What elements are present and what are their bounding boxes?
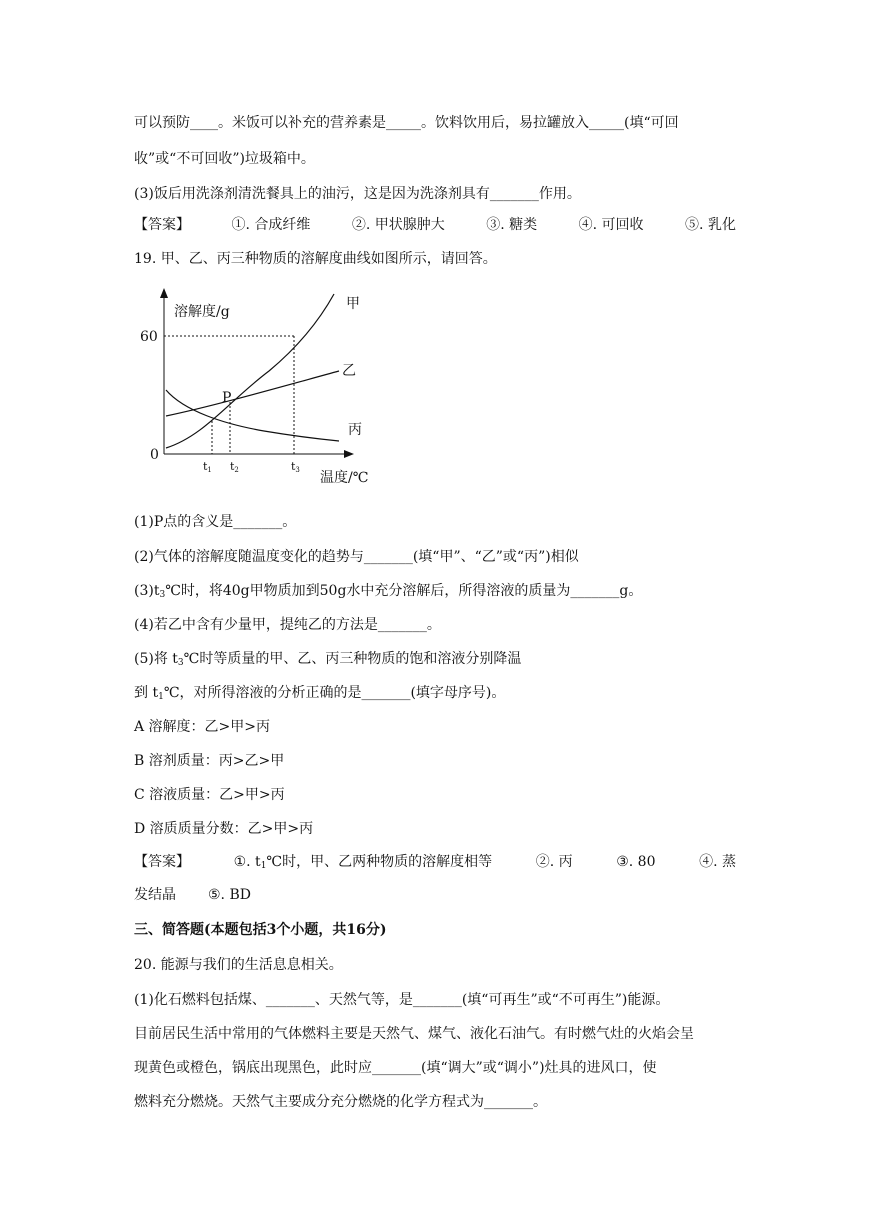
answer-item: ②. 甲状腺肿大: [351, 217, 445, 233]
paragraph-line: 现黄色或橙色，锅底出现黑色，此时应_______(填“调大”或“调小”)灶具的进风口，使: [134, 1060, 657, 1076]
answer-item: ⑤. 乳化: [685, 217, 736, 233]
series-label-jia: 甲: [346, 296, 360, 312]
answer-label: 【答案】: [134, 217, 190, 233]
text-line: 可以预防____。米饭可以补充的营养素是_____。饮料饮用后，易拉罐放入_____(填“可回: [134, 115, 679, 131]
curve-bing: [166, 390, 339, 441]
option-c: C 溶液质量：乙>甲>丙: [134, 787, 285, 803]
question-20: 20. 能源与我们的生活息息相关。: [134, 957, 343, 973]
option-d: D 溶质质量分数：乙>甲>丙: [134, 821, 314, 837]
text-part: ℃时，将40g甲物质加到50g水中充分溶解后，所得溶液的质量为_______g。: [165, 583, 643, 599]
sub-question-1: (1)P点的含义是_______。: [134, 514, 297, 530]
y-axis-label: 溶解度/g: [174, 304, 230, 320]
y-tick-60: 60: [140, 329, 158, 345]
text-part: (5)将 t: [134, 651, 178, 667]
section-heading: 三、简答题(本题包括3个小题，共16分): [134, 922, 387, 938]
subscript: 3: [159, 590, 166, 600]
paragraph-line: (1)化石燃料包括煤、_______、天然气等，是_______(填“可再生”或“不可再生”)能源。: [134, 992, 670, 1008]
option-b: B 溶剂质量：丙>乙>甲: [134, 753, 285, 769]
text-part: ①. t: [233, 854, 261, 870]
y-axis-arrow: [160, 288, 168, 298]
paragraph-line: 燃料充分燃烧。天然气主要成分充分燃烧的化学方程式为_______。: [134, 1094, 547, 1110]
x-tick-t3: t3: [291, 460, 300, 474]
x-axis-label: 温度/℃: [320, 470, 369, 486]
point-p-label: P: [222, 390, 232, 406]
answer-19: [134, 852, 736, 876]
text-line: (3)饭后用洗涤剂清洗餐具上的油污，这是因为洗涤剂具有_______作用。: [134, 186, 581, 202]
sub-question-5-cont: [134, 683, 505, 707]
sub-question-5: [134, 649, 521, 673]
text-line: 收”或“不可回收”)垃圾箱中。: [134, 151, 315, 167]
subscript: 1: [260, 861, 267, 871]
text-part: ℃时，甲、乙两种物质的溶解度相等: [266, 854, 493, 870]
answer-item: ⑤. BD: [208, 887, 251, 903]
solubility-curve-chart: [134, 286, 384, 491]
answer-item: ④. 可回收: [578, 217, 644, 233]
text-part: ℃，对所得溶液的分析正确的是_______(填字母序号)。: [163, 685, 506, 701]
answer-item: [234, 852, 492, 876]
x-tick-t2: t2: [230, 460, 239, 474]
sub-question-2: (2)气体的溶解度随温度变化的趋势与_______(填“甲”、“乙”或“丙”)相似: [134, 549, 579, 565]
text-part: (3)t: [134, 583, 160, 599]
answer-item: ③. 糖类: [486, 217, 538, 233]
series-label-yi: 乙: [342, 363, 356, 379]
subscript: 3: [177, 658, 184, 668]
answer-label: 【答案】: [134, 854, 190, 870]
answer-item: ②. 丙: [535, 854, 573, 870]
paragraph-line: 目前居民生活中常用的气体燃料主要是天然气、煤气、液化石油气。有时燃气灶的火焰会呈: [134, 1026, 694, 1042]
option-a: A 溶解度：乙>甲>丙: [134, 719, 271, 735]
question-19: 19. 甲、乙、丙三种物质的溶解度曲线如图所示，请回答。: [134, 251, 497, 267]
x-tick-t1: t1: [203, 460, 212, 474]
y-tick-0: 0: [150, 447, 159, 463]
answer-18: [134, 215, 736, 235]
x-axis-arrow: [344, 450, 354, 458]
series-label-bing: 丙: [348, 422, 362, 438]
text-part: 发结晶: [134, 887, 176, 903]
text-part: 到 t: [134, 685, 159, 701]
subscript: 1: [158, 692, 164, 702]
answer-19-cont: [134, 885, 251, 905]
text-part: ℃时等质量的甲、乙、丙三种物质的饱和溶液分别降温: [183, 651, 522, 667]
answer-item: ③. 80: [616, 854, 656, 870]
sub-question-4: (4)若乙中含有少量甲，提纯乙的方法是_______。: [134, 617, 441, 633]
sub-question-3: [134, 581, 642, 605]
answer-item: ④. 蒸: [699, 854, 736, 870]
answer-item: ①. 合成纤维: [231, 217, 311, 233]
